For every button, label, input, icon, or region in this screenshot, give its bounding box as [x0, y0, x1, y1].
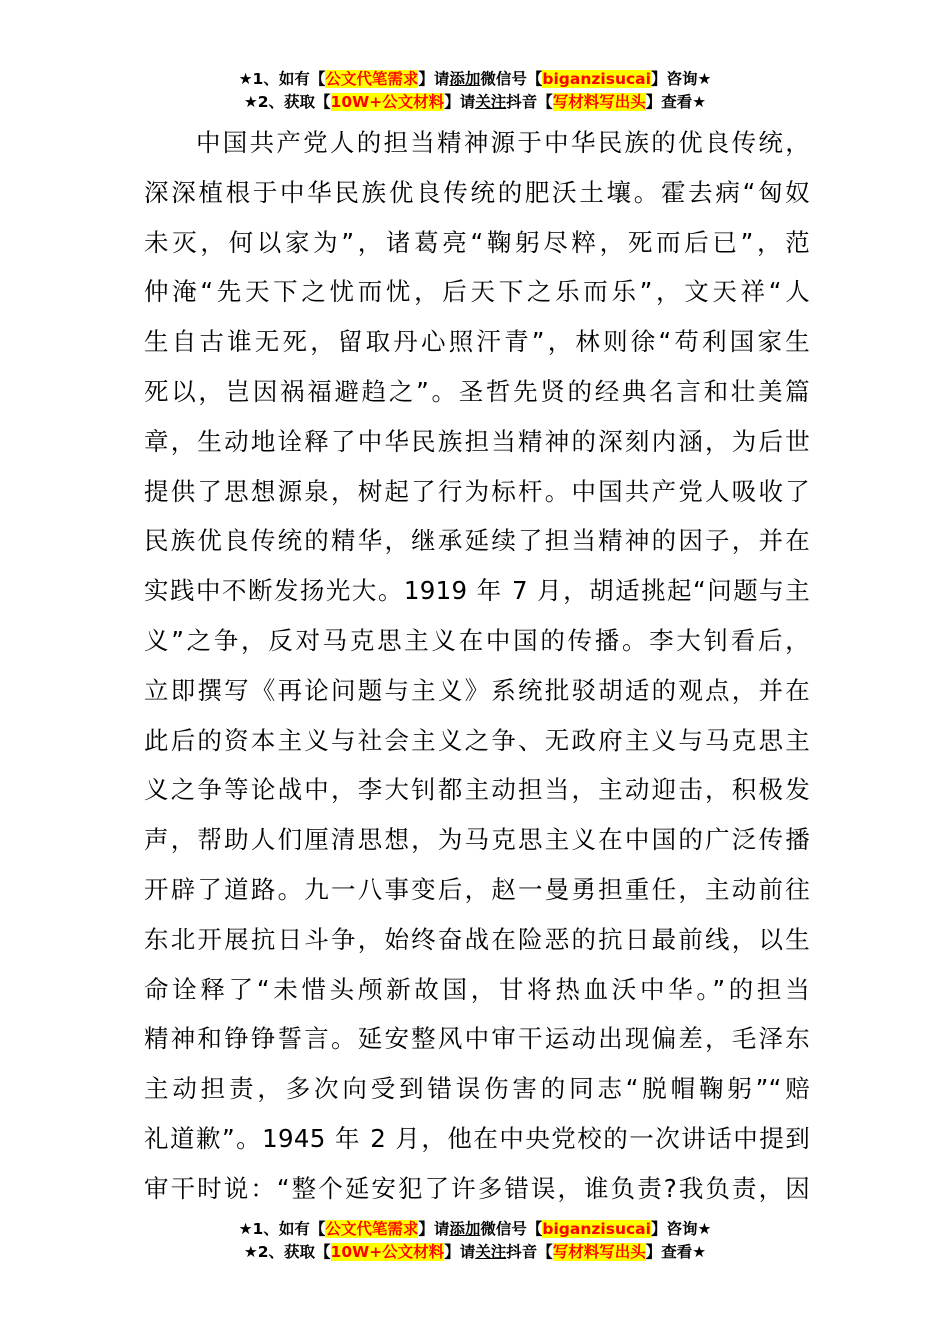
body-line: 义”之争，反对马克思主义在中国的传播。李大钊看后，: [144, 625, 810, 655]
banner-text: 】咨询★: [650, 70, 712, 88]
header-banner: [0, 68, 950, 114]
banner-text: 添加: [449, 70, 481, 88]
banner-line-2: [0, 1241, 950, 1264]
highlight-wechat-id: biganzisucai: [542, 70, 651, 88]
banner-text: 微信号【: [480, 1220, 543, 1238]
banner-text: 】查看★: [645, 93, 707, 111]
highlight-service: 公文代笔需求: [325, 1220, 419, 1238]
banner-text: 】请: [444, 1243, 476, 1261]
banner-text: ★2、获取【: [243, 1243, 331, 1261]
banner-text: 关注: [475, 93, 507, 111]
banner-line-1: [0, 1218, 950, 1241]
body-line: 审干时说：“整个延安犯了许多错误，谁负责?我负责，因: [144, 1173, 810, 1203]
body-line: 此后的资本主义与社会主义之争、无政府主义与马克思主: [144, 725, 810, 755]
banner-text: 添加: [449, 1220, 481, 1238]
highlight-douyin-account: 写材料写出头: [552, 1243, 646, 1261]
body-line: 深深植根于中华民族优良传统的肥沃土壤。霍去病“匈奴: [144, 177, 810, 207]
document-body: [144, 118, 810, 1214]
body-line: 主动担责，多次向受到错误伤害的同志“脱帽鞠躬”“赔: [144, 1074, 810, 1104]
body-line: 仲淹“先天下之忧而忧，后天下之乐而乐”，文天祥“人: [144, 277, 810, 307]
banner-text: 】请: [418, 1220, 450, 1238]
body-line: 东北开展抗日斗争，始终奋战在险恶的抗日最前线，以生: [144, 924, 810, 954]
body-line: 义之争等论战中，李大钊都主动担当，主动迎击，积极发: [144, 775, 810, 805]
banner-line-1: [0, 68, 950, 91]
banner-text: 】请: [418, 70, 450, 88]
body-line: 命诠释了“未惜头颅新故国，甘将热血沃中华。”的担当: [144, 974, 810, 1004]
banner-text: 】咨询★: [650, 1220, 712, 1238]
body-line: 礼道歉”。1945 年 2 月，他在中央党校的一次讲话中提到: [144, 1123, 810, 1153]
body-line: 章，生动地诠释了中华民族担当精神的深刻内涵，为后世: [144, 426, 810, 456]
highlight-service: 公文代笔需求: [325, 70, 419, 88]
highlight-materials: 10W+公文材料: [330, 1243, 445, 1261]
banner-text: 微信号【: [480, 70, 543, 88]
body-line: 死以，岂因祸福避趋之”。圣哲先贤的经典名言和壮美篇: [144, 376, 810, 406]
banner-text: ★2、获取【: [243, 93, 331, 111]
banner-text: 抖音【: [506, 1243, 553, 1261]
banner-text: ★1、如有【: [238, 1220, 326, 1238]
highlight-wechat-id: biganzisucai: [542, 1220, 651, 1238]
body-line: 声，帮助人们厘清思想，为马克思主义在中国的广泛传播: [144, 825, 810, 855]
body-line: 未灭，何以家为”，诸葛亮“鞠躬尽粹，死而后已”，范: [144, 227, 810, 257]
highlight-materials: 10W+公文材料: [330, 93, 445, 111]
body-line: 中国共产党人的担当精神源于中华民族的优良传统，: [196, 128, 810, 157]
body-line: 立即撰写《再论问题与主义》系统批驳胡适的观点，并在: [144, 675, 810, 705]
body-line: 民族优良传统的精华，继承延续了担当精神的因子，并在: [144, 526, 810, 556]
body-line: 开辟了道路。九一八事变后，赵一曼勇担重任，主动前往: [144, 874, 810, 904]
banner-text: 】查看★: [645, 1243, 707, 1261]
body-line: 精神和铮铮誓言。延安整风中审干运动出现偏差，毛泽东: [144, 1024, 810, 1054]
body-line: 实践中不断发扬光大。1919 年 7 月，胡适挑起“问题与主: [144, 576, 810, 606]
banner-text: 关注: [475, 1243, 507, 1261]
banner-text: ★1、如有【: [238, 70, 326, 88]
banner-line-2: [0, 91, 950, 114]
body-line: 提供了思想源泉，树起了行为标杆。中国共产党人吸收了: [144, 476, 810, 506]
footer-banner: [0, 1218, 950, 1264]
highlight-douyin-account: 写材料写出头: [552, 93, 646, 111]
banner-text: 】请: [444, 93, 476, 111]
body-line: 生自古谁无死，留取丹心照汗青”，林则徐“苟利国家生: [144, 327, 810, 357]
banner-text: 抖音【: [506, 93, 553, 111]
